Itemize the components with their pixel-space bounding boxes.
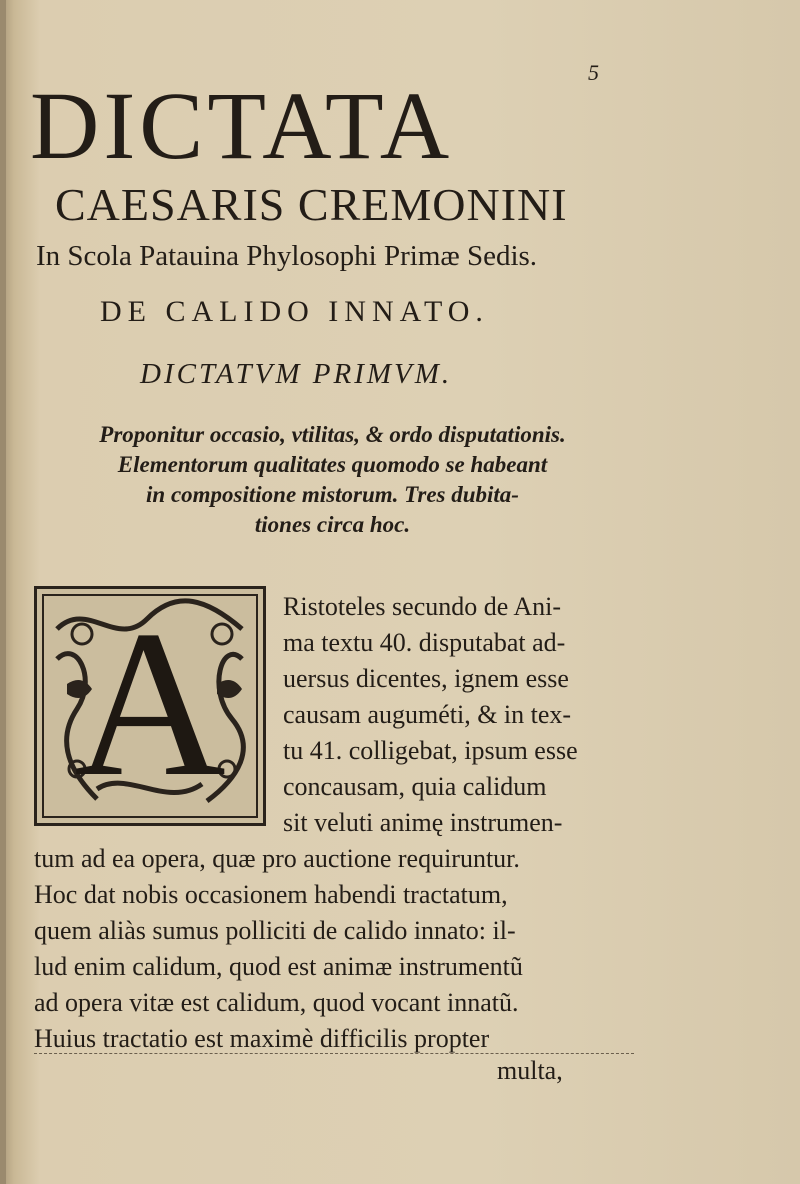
dictatum-heading: DICTATVM PRIMVM. — [140, 358, 453, 390]
folio-number: 5 — [588, 60, 599, 85]
bottom-rule — [34, 1053, 634, 1055]
catchword: multa, — [497, 1056, 563, 1085]
title-main: DICTATA — [30, 72, 454, 179]
body-line: ad opera vitæ est calidum, quod vocant innatũ. — [34, 988, 519, 1017]
body-line: tu 41. colligebat, ipsum esse — [283, 736, 578, 765]
summary-line: Elementorum qualitates quomodo se habeant — [117, 452, 548, 477]
body-line: Ristoteles secundo de Ani- — [283, 592, 562, 621]
summary-line: tiones circa hoc. — [254, 512, 411, 537]
summary-line: in compositione mistorum. Tres dubita- — [146, 482, 519, 507]
body-line: uersus dicentes, ignem esse — [283, 664, 569, 693]
body-line: Huius tractatio est maximè difficilis propter — [34, 1024, 490, 1053]
body-line: sit veluti animę instrumen- — [283, 808, 563, 837]
initial-letter: A — [74, 588, 226, 820]
body-line: tum ad ea opera, quæ pro auctione requiruntur. — [34, 844, 520, 873]
body-line: quem aliàs sumus polliciti de calido innato: il- — [34, 916, 516, 945]
title-subtitle: In Scola Patauina Phylosophi Primæ Sedis. — [36, 240, 538, 272]
body-line: lud enim calidum, quod est animæ instrumentũ — [34, 952, 523, 981]
body-line: Hoc dat nobis occasionem habendi tractatum, — [34, 880, 508, 909]
title-topic: DE CALIDO INNATO. — [100, 295, 489, 328]
title-author: CAESARIS CREMONINI — [55, 179, 568, 230]
body-line: ma textu 40. disputabat ad- — [283, 628, 566, 657]
body-line: concausam, quia calidum — [283, 772, 547, 801]
summary-line: Proponitur occasio, vtilitas, & ordo disputationis. — [99, 422, 566, 447]
body-line: causam auguméti, & in tex- — [283, 700, 572, 729]
